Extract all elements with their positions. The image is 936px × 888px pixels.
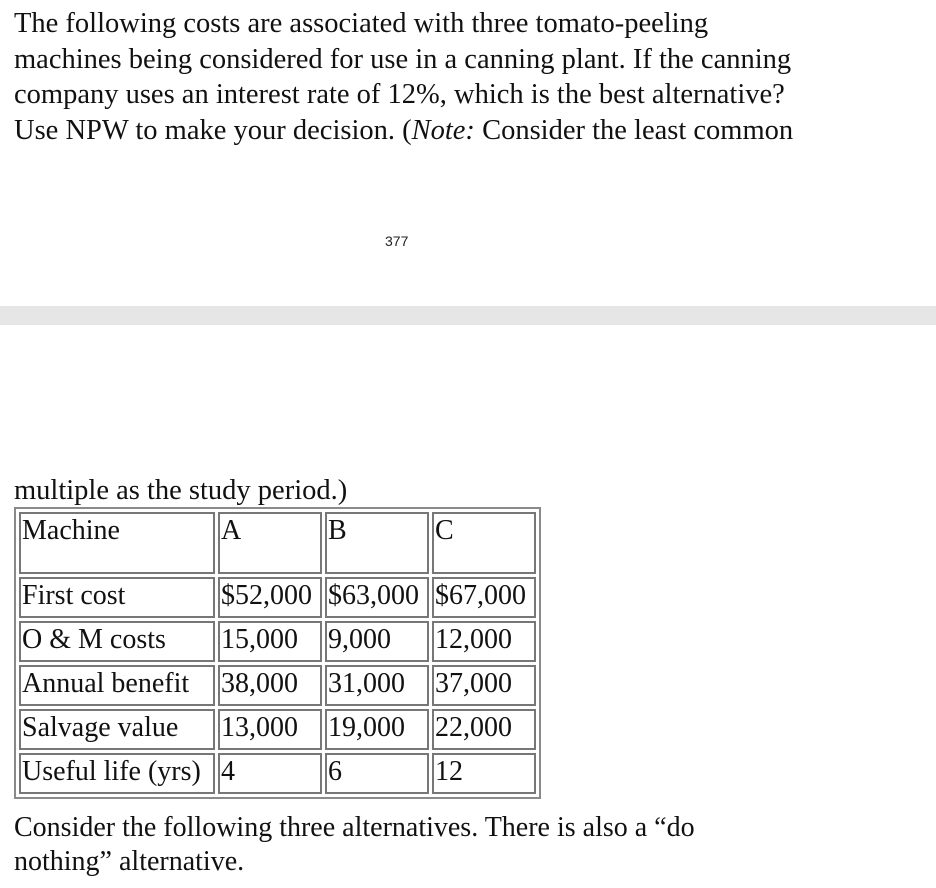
problem-line: The following costs are associated with three tomato-peeling <box>14 8 709 39</box>
problem-line: company uses an interest rate of 12%, which is the best alternative? <box>14 79 785 110</box>
table-header-cell: A <box>218 512 322 574</box>
page-break-divider <box>0 306 936 325</box>
problem-line-text: Use NPW to make your decision. ( <box>14 114 412 146</box>
table-header-row <box>19 512 536 574</box>
table-row <box>19 709 536 750</box>
table-cell: 13,000 <box>218 709 322 750</box>
table-cell: $52,000 <box>218 577 322 618</box>
table-row <box>19 753 536 794</box>
table-cell: 4 <box>218 753 322 794</box>
table-cell: 6 <box>325 753 429 794</box>
problem-line: Consider the following three alternatives. There is also a “do <box>14 812 695 843</box>
page-number: 377 <box>385 233 409 249</box>
table-cell: 31,000 <box>325 665 429 706</box>
table-header-cell: Machine <box>19 512 215 574</box>
table-row <box>19 665 536 706</box>
row-label-cell: Salvage value <box>19 709 215 750</box>
row-label-cell: First cost <box>19 577 215 618</box>
problem-line <box>14 113 793 149</box>
problem-line: machines being considered for use in a canning plant. If the canning <box>14 43 792 75</box>
problem-line: multiple as the study period.) <box>14 475 348 506</box>
problem-line-text: Consider the least common <box>474 114 794 146</box>
problem-line: nothing” alternative. <box>14 846 245 877</box>
table-header-cell: C <box>432 512 536 574</box>
table-row <box>19 621 536 662</box>
next-problem-statement <box>14 811 695 879</box>
problem-statement <box>14 6 793 148</box>
table-cell: $67,000 <box>432 577 536 618</box>
note-label: Note: <box>411 114 475 146</box>
table-cell: 37,000 <box>432 665 536 706</box>
table-cell: 22,000 <box>432 709 536 750</box>
table-cell: 15,000 <box>218 621 322 662</box>
table-header-cell: B <box>325 512 429 574</box>
table-cell: 9,000 <box>325 621 429 662</box>
row-label-cell: Annual benefit <box>19 665 215 706</box>
table-row <box>19 577 536 618</box>
table-cell: 12 <box>432 753 536 794</box>
row-label-cell: O & M costs <box>19 621 215 662</box>
row-label-cell: Useful life (yrs) <box>19 753 215 794</box>
problem-continuation <box>14 473 347 509</box>
table-cell: 19,000 <box>325 709 429 750</box>
machine-cost-table <box>14 507 541 799</box>
table-cell: $63,000 <box>325 577 429 618</box>
table-cell: 12,000 <box>432 621 536 662</box>
table-cell: 38,000 <box>218 665 322 706</box>
